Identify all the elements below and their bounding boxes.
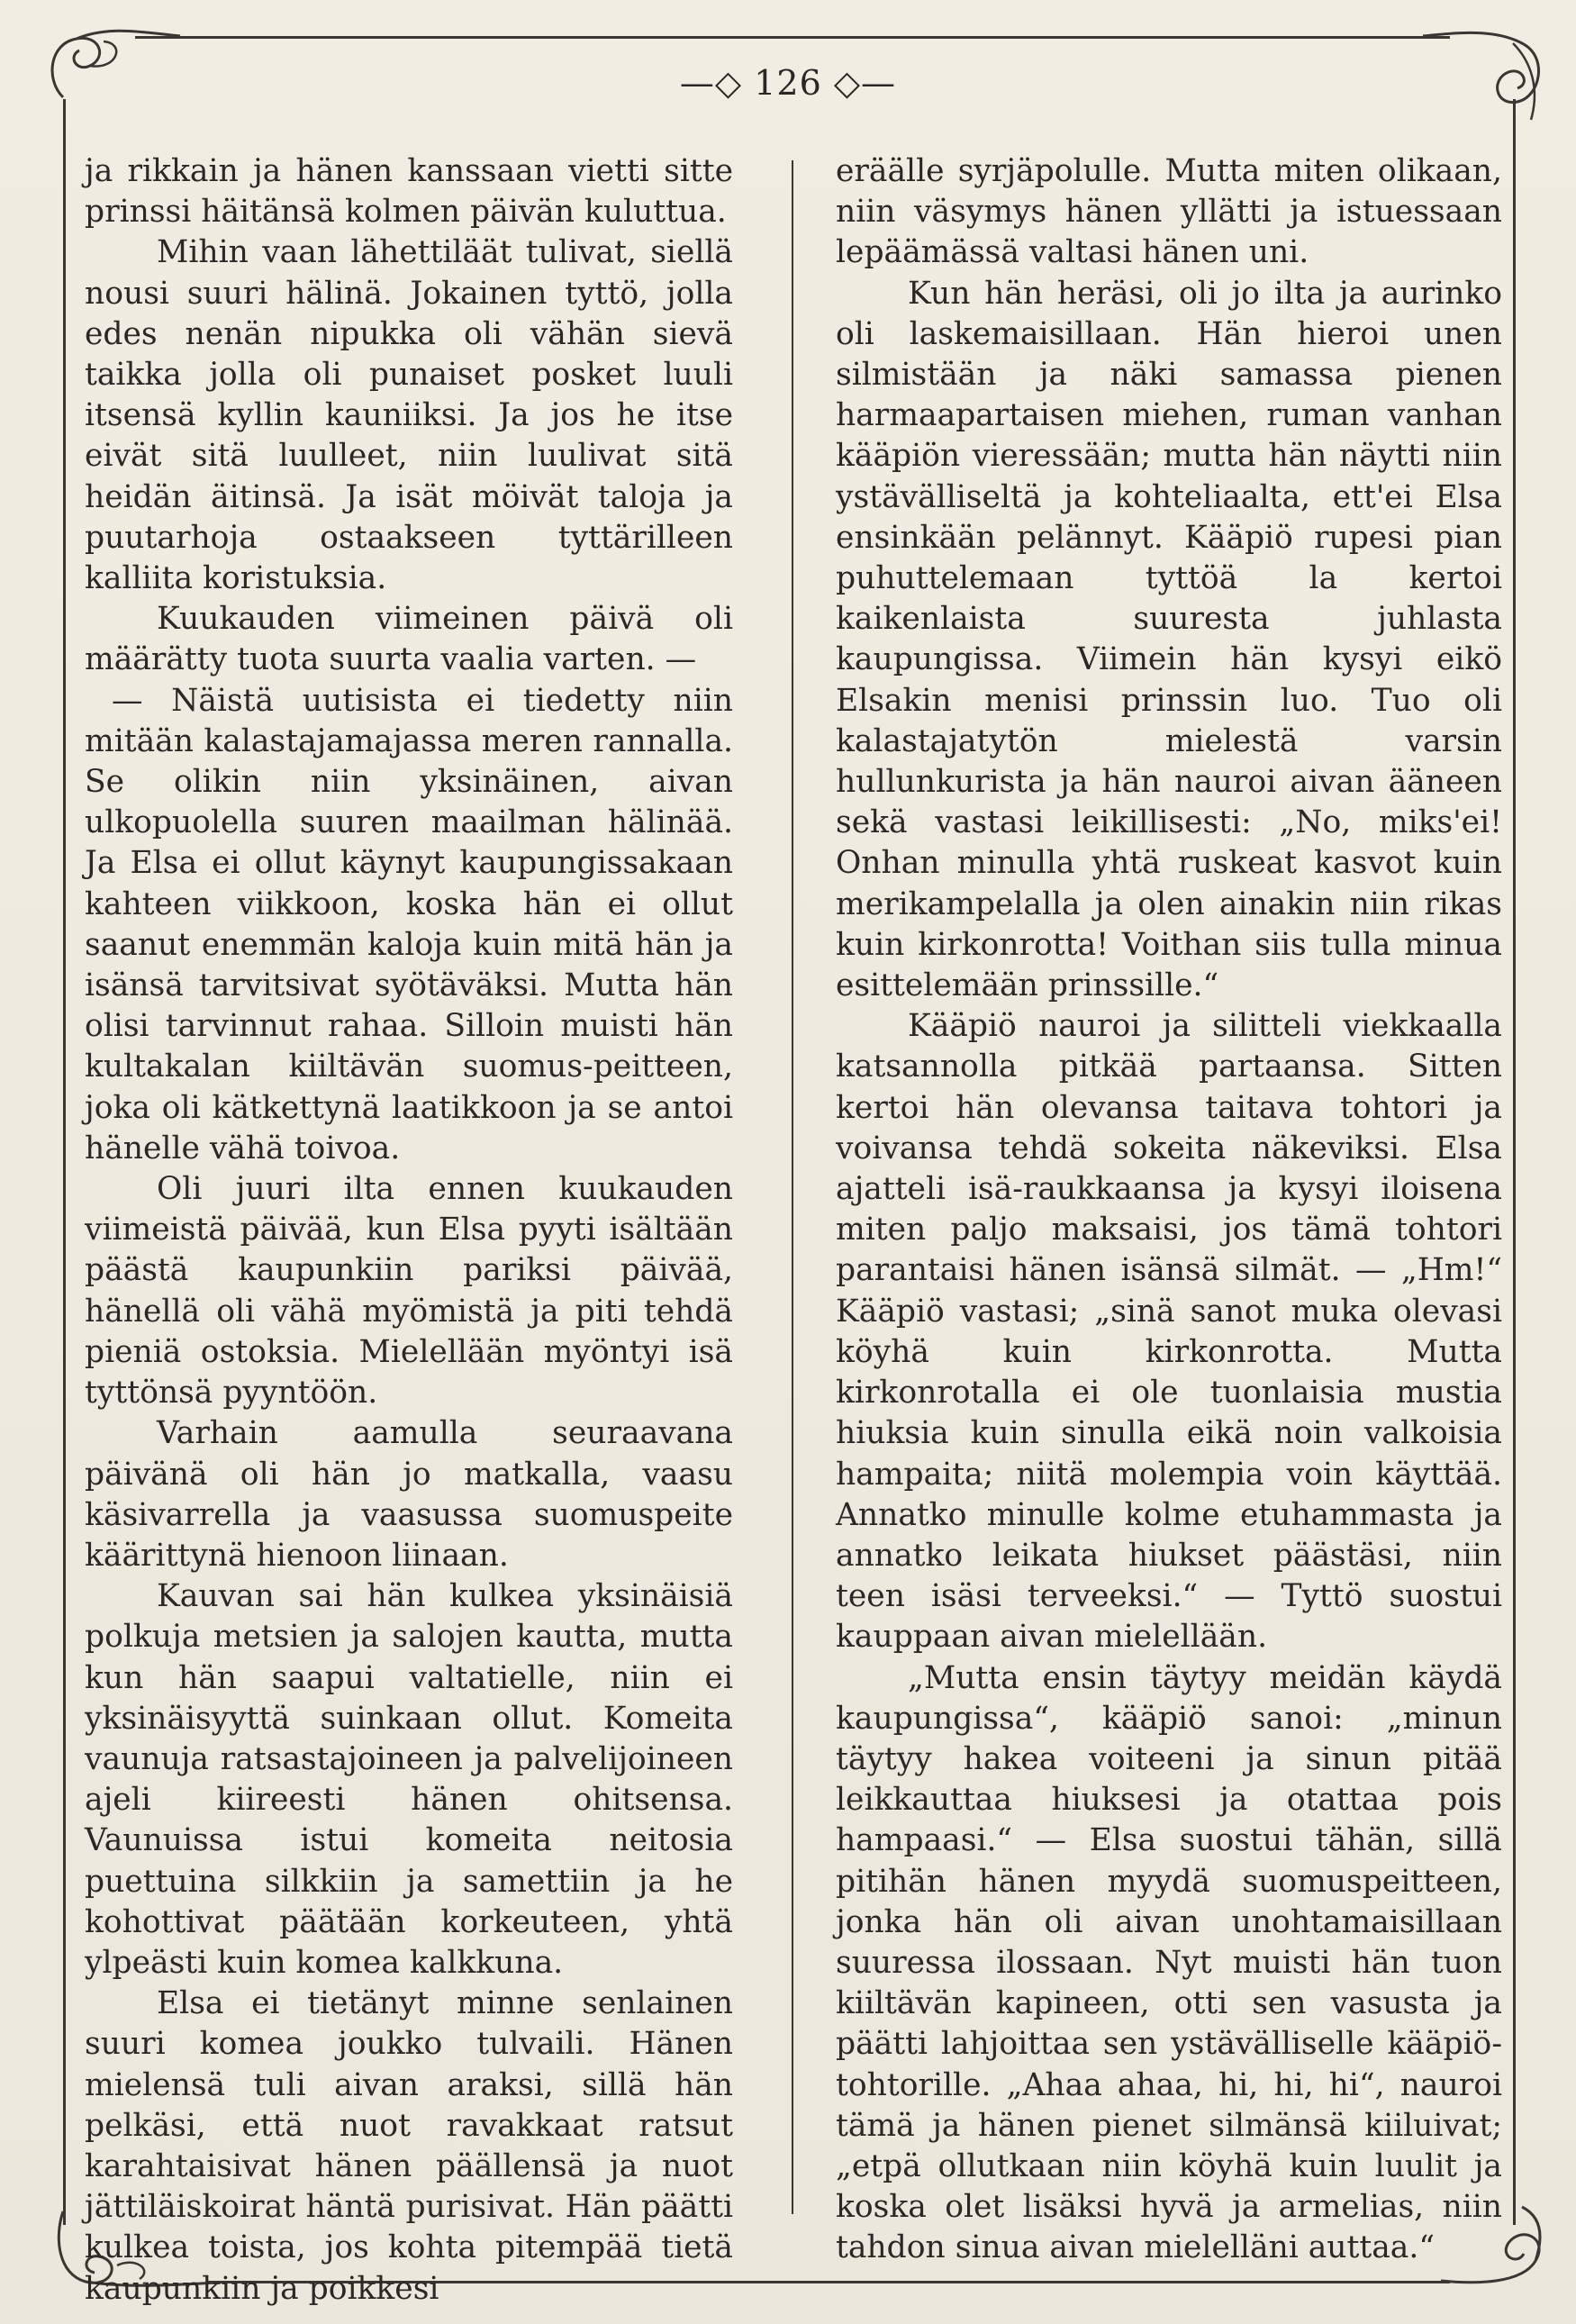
left-paragraph-7: Kauvan sai hän kulkea yksinäisiä polkuja metsien ja salojen kautta, mutta kun hän saapui valtatielle, niin ei yksinäisyyttä suinkaan ollut. Komeita vaunuja ratsastajoineen ja palvelijoineen ajeli kiireesti hänen ohitsensa. Vaunuissa istui komeita neitosia puettuina silkkiin ja samettiin ja he kohottivat päätään korkeuteen, yhtä ylpeästi kuin komea kalkkuna. (85, 1578, 733, 1981)
right-paragraph-4: „Mutta ensin täytyy meidän käydä kaupungissa“, kääpiö sanoi: „minun täytyy hakea voiteeni ja sinun pitää leikkauttaa hiuksesi ja otattaa pois hampaasi.“ — Elsa suostui tähän, sillä pitihän hänen myydä suomuspeitteen, jonka hän oli aivan unohtamaisillaan suuressa ilossaan. Nyt muisti hän tuon kiiltävän kapineen, otti sen vasusta ja päätti lahjoittaa sen ystävälliselle kääpiö-tohtorille. „Ahaa ahaa, hi, hi, hi“, nauroi tämä ja hänen pienet silmänsä kiiluivat; „etpä ollutkaan niin köyhä kuin luulit ja koska olet lisäksi hyvä ja armelias, niin tahdon sinua aivan mielelläni auttaa.“ (836, 1659, 1502, 2266)
left-paragraph-8: Elsa ei tietänyt minne senlainen suuri komea joukko tulvaili. Hänen mielensä tuli aivan araksi, sillä hän pelkäsi, että nuot ravakkaat ratsut karahtaisivat hänen päällensä ja nuot jättiläiskoirat häntä purisivat. Hän päätti kulkea toista, jos kohta pitempää tietä kaupunkiin ja poikkesi (85, 1985, 733, 2307)
right-rule (1513, 99, 1516, 2225)
page-number: —◇ 126 ◇— (679, 63, 897, 103)
left-paragraph-1: ja rikkain ja hänen kanssaan vietti sitte prinssi häitänsä kolmen päivän kuluttua. (85, 153, 733, 231)
right-column (836, 151, 1502, 2269)
left-rule (63, 99, 66, 2225)
right-paragraph-3: Kääpiö nauroi ja silitteli viekkaalla katsannolla pitkää partaansa. Sitten kertoi hän olevansa taitava tohtori ja voivansa tehdä sokeita näkeviksi. Elsa ajatteli isä-raukkaansa ja kysyi iloisena miten paljo maksaisi, jos tämä tohtori parantaisi hänen isänsä silmät. — „Hm!“ Kääpiö vastasi; „sinä sanot muka olevasi köyhä kuin kirkonrotta. Mutta kirkonrotalla ei ole tuonlaisia mustia hiuksia kuin sinulla eikä noin valkoisia hampaita; niitä molempia voin käyttää. Annatko minulle kolme etuhammasta ja annatko leikata hiukset päästäsi, niin teen isäsi terveeksi.“ — Tyttö suostui kauppaan aivan mielellään. (836, 1008, 1502, 1656)
right-paragraph-2: Kun hän heräsi, oli jo ilta ja aurinko oli laskemaisillaan. Hän hieroi unen silmistään ja näki samassa pienen harmaapartaisen miehen, ruman vanhan kääpiön vieressään; mutta hän näytti niin ystävälliseltä ja kohteliaalta, ett'ei Elsa ensinkään pelännyt. Kääpiö rupesi pian puhuttelemaan tyttöä la kertoi kaikenlaista suuresta juhlasta kaupungissa. Viimein hän kysyi eikö Elsakin menisi prinssin luo. Tuo oli kalastajatytön mielestä varsin hullunkurista ja hän nauroi aivan ääneen sekä vastasi leikillisesti: „No, miks'ei! Onhan minulla yhtä ruskeat kasvot kuin merikampelalla ja olen ainakin niin rikas kuin kirkonrotta! Voithan siis tulla minua esittelemään prinssille.“ (836, 275, 1502, 1004)
left-paragraph-6: Varhain aamulla seuraavana päivänä oli hän jo matkalla, vaasu käsivarrella ja vaasussa suomuspeite käärittynä hienoon liinaan. (85, 1415, 733, 1574)
left-column (85, 151, 733, 2310)
left-paragraph-4: — Näistä uutisista ei tiedetty niin mitään kalastajamajassa meren rannalla. Se olikin niin yksinäinen, aivan ulkopuolella suuren maailman hälinää. Ja Elsa ei ollut käynyt kaupungissakaan kahteen viikkoon, koska hän ei ollut saanut enemmän kaloja kuin mitä hän ja isänsä tarvitsivat syötäväksi. Mutta hän olisi tarvinnut rahaa. Silloin muisti hän kultakalan kiiltävän suomus-peitteen, joka oli kätkettynä laatikkoon ja se antoi hänelle vähä toivoa. (85, 682, 733, 1167)
left-paragraph-3: Kuukauden viimeinen päivä oli määrätty tuota suurta vaalia varten. — (85, 601, 733, 678)
column-divider (792, 160, 793, 2214)
left-paragraph-2: Mihin vaan lähettiläät tulivat, siellä nousi suuri hälinä. Jokainen tyttö, jolla edes nenän nipukka oli vähän sievä taikka jolla oli punaiset posket luuli itsensä kyllin kauniiksi. Ja jos he itse eivät sitä luulleet, niin luulivat sitä heidän äitinsä. Ja isät möivät taloja ja puutarhoja ostaakseen tyttärilleen kalliita koristuksia. (85, 234, 733, 597)
right-paragraph-1: eräälle syrjäpolulle. Mutta miten olikaan, niin väsymys hänen yllätti ja istuessaan lepäämässä valtasi hänen uni. (836, 153, 1502, 271)
left-paragraph-5: Oli juuri ilta ennen kuukauden viimeistä päivää, kun Elsa pyyti isältään päästä kaupunkiin pariksi päivää, hänellä oli vähä myömistä ja piti tehdä pieniä ostoksia. Mielellään myöntyi isä tyttönsä pyyntöön. (85, 1171, 733, 1412)
top-rule (135, 36, 1450, 39)
